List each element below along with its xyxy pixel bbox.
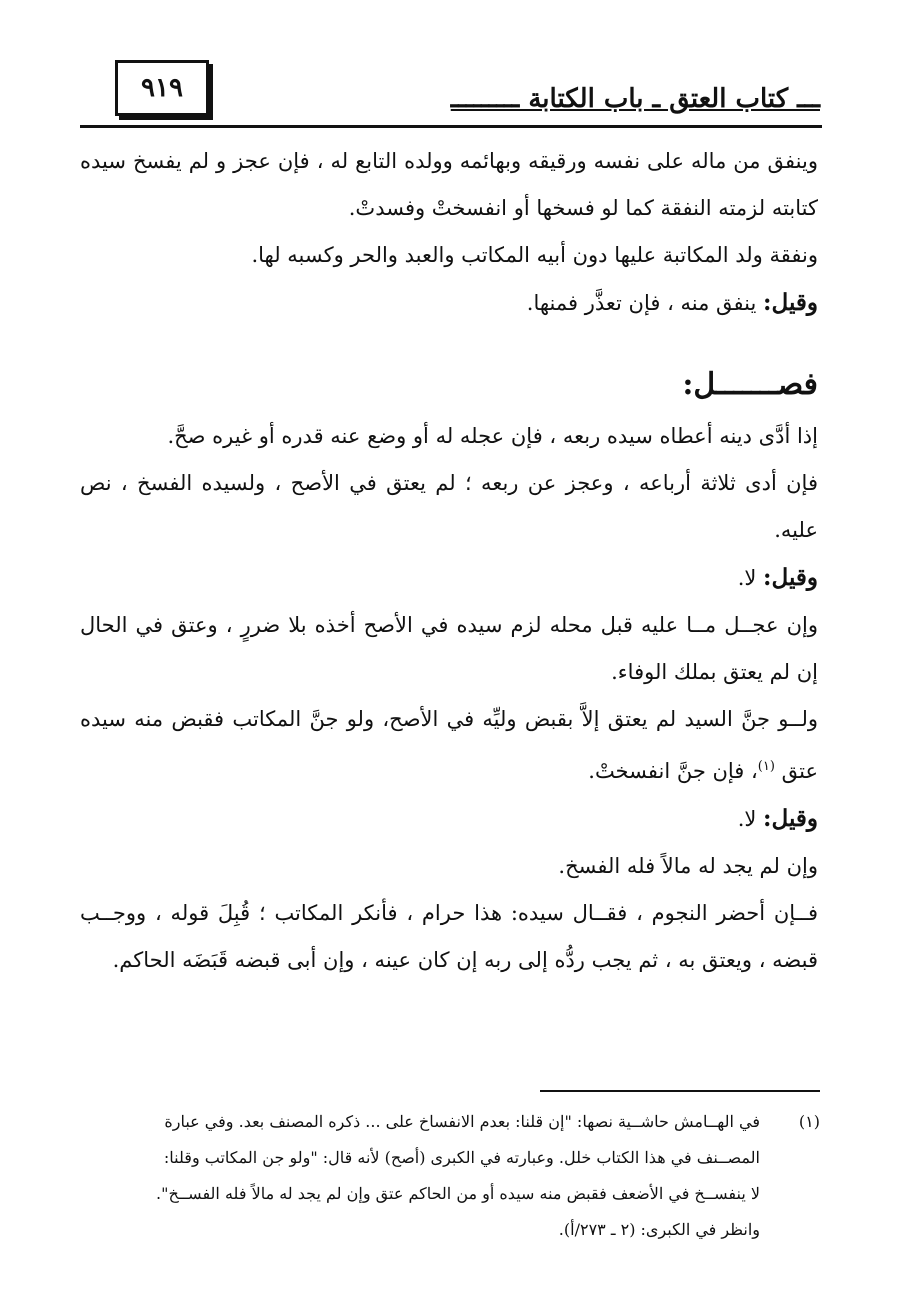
main-text <box>80 138 818 984</box>
paragraph-rest: لا. <box>737 807 764 831</box>
footnote-line: لا ينفســخ في الأضعف فقبض منه سيده أو من الحاكم عتق وإن لم يجد له مالاً فله الفســخ". <box>156 1184 760 1203</box>
paragraph-lead: وقيل: <box>763 805 818 832</box>
footnote-number: (١) <box>798 1112 820 1131</box>
footnote-rule <box>540 1090 820 1092</box>
paragraph-lead: وقيل: <box>763 289 818 316</box>
paragraph-8 <box>80 696 818 795</box>
footnote <box>80 1104 820 1248</box>
header-rule <box>80 125 822 128</box>
paragraph-11: فــإن أحضر النجوم ، فقــال سيده: هذا حرام ، فأنكر المكاتب ؛ قُبِلَ قوله ، ووجــب قبضه ، ويعتق به ، ثم يجب ردُّه إلى ربه إن كان عينه ، وإن أبى قبضه قَبَضَه الحاكم. <box>80 901 818 972</box>
paragraph-rest: ينفق منه ، فإن تعذَّر فمنها. <box>526 291 764 315</box>
paragraph-5: فإن أدى ثلاثة أرباعه ، وعجز عن ربعه ؛ لم يعتق في الأصح ، ولسيده الفسخ ، نص عليه. <box>80 471 818 542</box>
footnote-line: المصــنف في هذا الكتاب خلل. وعبارته في الكبرى (أصح) لأنه قال: "ولو جن المكاتب وقلنا: <box>163 1148 760 1167</box>
footnote-reference: (١) <box>757 759 775 774</box>
paragraph-10: وإن لم يجد له مالاً فله الفسخ. <box>558 854 818 878</box>
footnote-body <box>80 1104 760 1248</box>
paragraph-1: وينفق من ماله على نفسه ورقيقه وبهائمه وولده التابع له ، فإن عجز و لم يفسخ سيده كتابته لزمته النفقة كما لو فسخها أو انفسختْ وفسدتْ. <box>80 149 818 220</box>
paragraph-4: إذا أدَّى دينه أعطاه سيده ربعه ، فإن عجله له أو وضع عنه قدره أو غيره صحَّ. <box>167 424 818 448</box>
paragraph-part: ، فإن جنَّ انفسختْ. <box>588 759 758 783</box>
page-number: ٩١٩ <box>115 60 209 116</box>
paragraph-part: ولــو جنَّ السيد لم يعتق إلاَّ بقبض وليِّه في الأصح، ولو جنَّ المكاتب فقبض منه سيده عتق <box>80 707 818 783</box>
footnote-line: وانظر في الكبرى: (٢ ـ ٢٧٣/أ). <box>558 1220 760 1239</box>
paragraph-3 <box>80 279 818 327</box>
paragraph-rest: لا. <box>737 566 764 590</box>
paragraph-2: ونفقة ولد المكاتبة عليها دون أبيه المكاتب والعبد والحر وكسبه لها. <box>251 243 818 267</box>
running-header: ـــ كتاب العتق ـ باب الكتابة ـــــــــ <box>450 84 820 114</box>
paragraph-9 <box>80 795 818 843</box>
paragraph-lead: وقيل: <box>763 564 818 591</box>
paragraph-6 <box>80 554 818 602</box>
paragraph-7: وإن عجــل مــا عليه قبل محله لزم سيده في الأصح أخذه بلا ضررٍ ، وعتق في الحال إن لم يعتق بملك الوفاء. <box>80 613 818 684</box>
footnote-line: في الهــامش حاشــية نصها: "إن قلنا: بعدم الانفساخ على ... ذكره المصنف بعد. وفي عبارة <box>164 1112 760 1131</box>
section-heading: فصـــــــل: <box>682 367 818 402</box>
